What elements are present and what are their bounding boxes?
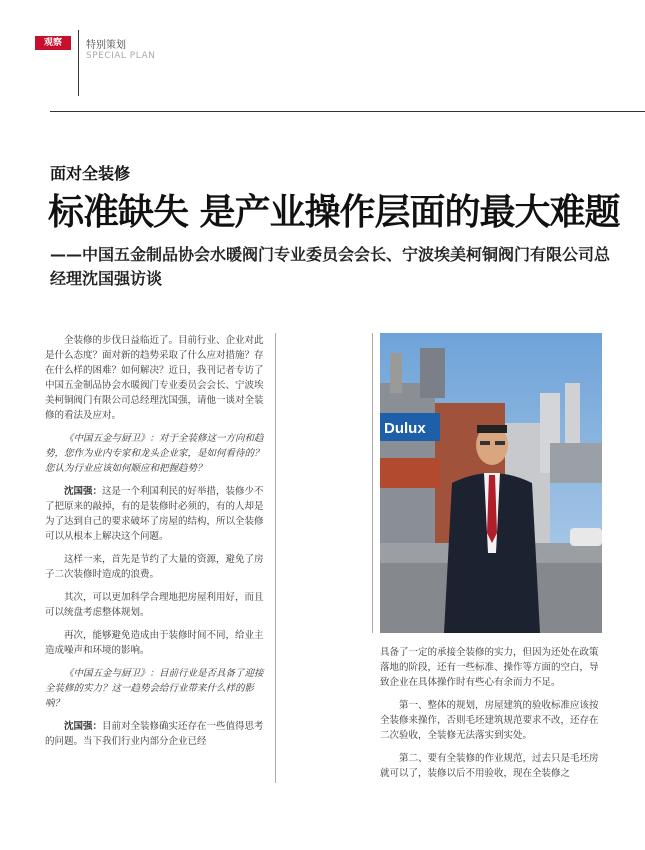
section-tag: 观察 (35, 36, 71, 50)
answer-1-text: 这是一个利国利民的好举措，装修少不了把原来的敲掉，有的是装修时必须的，有的人却是为了达到自己的要求破坏了房屋的结构，所以全装修可以从根本上解决这个问题。 (45, 486, 264, 542)
answer-2-text: 目前对全装修确实还存在一些值得思考的问题。当下我们行业内部分企业已经 (45, 721, 264, 747)
answer-1 (45, 484, 270, 544)
right-paragraph-1: 具备了一定的承接全装修的实力，但因为还处在政策落地的阶段，还有一些标准、操作等方面的空白，导致企业在具体操作时有些心有余而力不足。 (380, 647, 599, 688)
answer-2 (45, 719, 270, 749)
right-paragraph-2: 第一、整体的规划，房屋建筑的验收标准应该按全装修来操作，否则毛坯建筑规范要求不改，还存在二次验收，全装修无法落实到实处。 (380, 700, 599, 741)
article-kicker: 面对全装修 (50, 164, 131, 183)
column-divider-right (372, 333, 373, 633)
right-paragraph-3: 第二、要有全装修的作业规范，过去只是毛坯房就可以了，装修以后不用验收，现在全装修之 (380, 753, 599, 779)
intro-paragraph: 全装修的步伐日益临近了。目前行业、企业对此是什么态度？面对新的趋势采取了什么应对措施？存在什么样的困难？如何解决？近日，我刊记者专访了中国五金制品协会水暖阀门专业委员会会长、宁波埃美柯铜阀门有限公司总经理沈国强，请他一谈对全装修的看法及应对。 (45, 335, 264, 421)
section-title-cn: 特别策划 (86, 40, 126, 51)
interviewee-photo (380, 333, 602, 633)
left-column (45, 333, 270, 757)
section-title-en: SPECIAL PLAN (86, 51, 156, 61)
header-divider (78, 30, 79, 96)
dulux-sign-text: Dulux (384, 420, 426, 437)
question-2: 《中国五金与厨卫》：目前行业是否具备了迎接全装修的实力？这一趋势会给行业带来什么样的影响？ (45, 668, 264, 709)
speaker-label: 沈国强： (64, 721, 103, 732)
photo-illustration (380, 333, 602, 633)
paragraph-2: 这样一来，首先是节约了大量的资源，避免了房子二次装修时造成的浪费。 (45, 554, 264, 580)
article-title: 标准缺失 是产业操作层面的最大难题 (48, 191, 620, 233)
question-1: 《中国五金与厨卫》：对于全装修这一方向和趋势，您作为业内专家和龙头企业家，是如何看待的？您认为行业应该如何顺应和把握趋势？ (45, 433, 264, 474)
article-subtitle: ——中国五金制品协会水暖阀门专业委员会会长、宁波埃美柯铜阀门有限公司总经理沈国强访谈 (50, 245, 611, 288)
speaker-label: 沈国强： (64, 486, 103, 497)
column-divider-left (275, 333, 276, 783)
paragraph-3: 其次，可以更加科学合理地把房屋利用好，而且可以统盘考虑整体规划。 (45, 592, 264, 618)
header-rule (50, 111, 645, 112)
right-column (380, 645, 602, 789)
paragraph-4: 再次，能够避免造成由于装修时间不同，给业主造成噪声和环境的影响。 (45, 630, 264, 656)
